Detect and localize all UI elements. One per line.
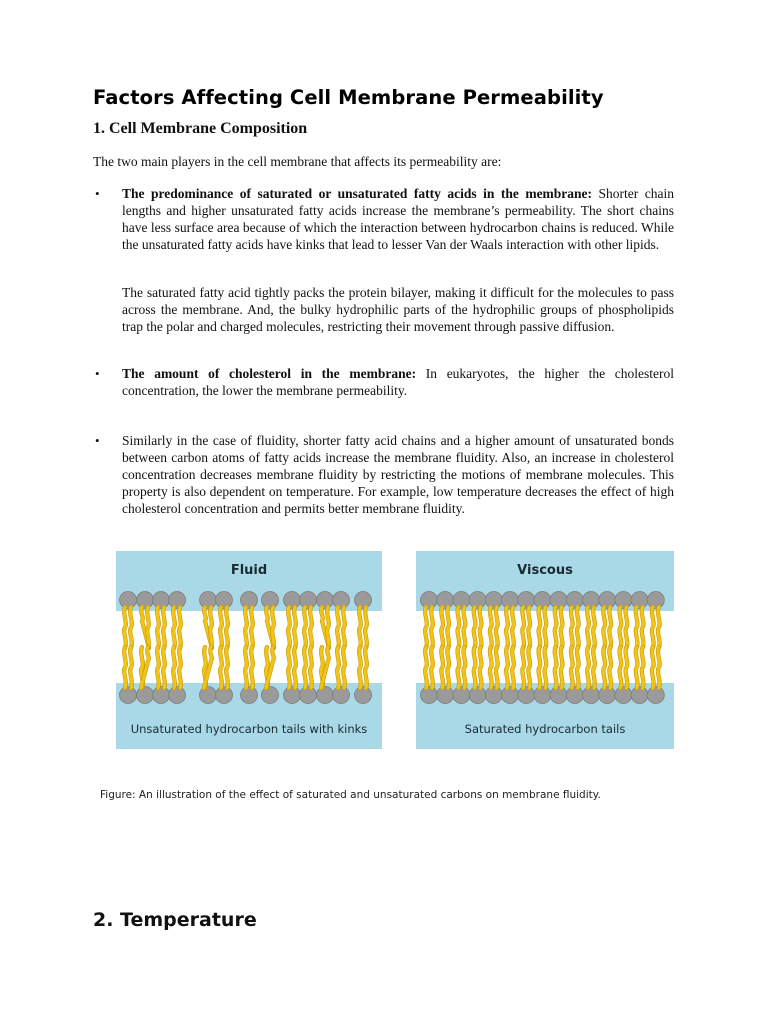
lipid-tail-fill: [561, 607, 563, 648]
fluid-panel-title: Fluid: [230, 563, 268, 578]
lipid-tail-fill: [157, 607, 159, 648]
lipid-tail-fill: [496, 647, 498, 688]
lipid-tail-fill: [490, 607, 492, 648]
bullet-dot: •: [95, 366, 100, 381]
lipid-tail-fill: [636, 647, 638, 688]
phospholipid-head: [169, 687, 186, 704]
lipid-tail-fill: [251, 647, 253, 688]
lipid-tail-fill: [528, 647, 530, 688]
section-2-heading: 2. Temperature: [93, 909, 257, 931]
phospholipid-head: [284, 592, 301, 609]
figure-caption: Figure: An illustration of the effect of saturated and unsaturated carbons on membrane fluidity.: [100, 789, 601, 801]
phospholipid-head: [241, 687, 258, 704]
phospholipid-head: [437, 592, 454, 609]
lipid-tail-fill: [245, 647, 247, 688]
lipid-tail-fill: [226, 607, 228, 648]
lipid-tail-fill: [310, 647, 312, 688]
lipid-tail-fill: [603, 607, 605, 648]
lipid-tail-fill: [173, 607, 175, 648]
lipid-tail-fill: [626, 607, 628, 648]
lipid-tail-fill: [626, 647, 628, 688]
phospholipid-head: [566, 687, 583, 704]
lipid-tail-fill: [365, 607, 367, 648]
viscous-membrane-panel: [416, 551, 674, 749]
lipid-tail-fill: [251, 607, 253, 648]
lipid-tail-fill: [272, 607, 274, 648]
lipid-tail-fill: [447, 647, 449, 688]
fluid-panel-label: Unsaturated hydrocarbon tails with kinks: [130, 722, 368, 736]
lipid-tail-fill: [163, 607, 165, 648]
lipid-tail-fill: [337, 607, 339, 648]
lipid-tail-fill: [480, 607, 482, 648]
lipid-tail-fill: [304, 647, 306, 688]
saturated-fatty-acid-paragraph: The saturated fatty acid tightly packs the protein bilayer, making it difficult for the molecules to pass across the membrane. And, the bulky hydrophilic parts of the hydrophilic groups of phospholipids trap the polar and charged molecules, restricting their movement through passive diffusion.: [122, 285, 674, 334]
lipid-tail-fill: [577, 607, 579, 648]
phospholipid-head: [550, 592, 567, 609]
lipid-tail-fill: [130, 647, 132, 688]
phospholipid-head: [469, 687, 486, 704]
phospholipid-head: [631, 592, 648, 609]
phospholipid-head: [300, 592, 317, 609]
phospholipid-head: [333, 592, 350, 609]
lipid-tail-fill: [359, 607, 361, 648]
viscous-panel-label: Saturated hydrocarbon tails: [464, 722, 626, 736]
lipid-tail-fill: [304, 607, 306, 648]
lipid-tail-fill: [474, 607, 476, 648]
phospholipid-head: [317, 687, 334, 704]
bullet-body: Shorter chain lengths and higher unsaturated fatty acids increase the membrane’s permeability. The short chains have less surface area because of which the interaction between hydrocarbon chains is reduced. While the unsaturated fatty acids have kinks that lead to lesser Van der Waals interaction with other lipids.: [122, 186, 675, 252]
lipid-tail-fill: [571, 647, 573, 688]
phospholipid-head: [216, 592, 233, 609]
page-title: Factors Affecting Cell Membrane Permeability: [93, 86, 604, 109]
phospholipid-head: [453, 687, 470, 704]
phospholipid-head: [518, 687, 535, 704]
lipid-tail-fill: [210, 607, 212, 648]
phospholipid-head: [333, 687, 350, 704]
phospholipid-head: [216, 687, 233, 704]
lipid-tail-fill: [458, 607, 460, 648]
lipid-tail-fill: [480, 647, 482, 688]
phospholipid-head: [550, 687, 567, 704]
lipid-tail-fill: [147, 607, 149, 648]
membrane-fluidity-figure: [116, 551, 674, 751]
lipid-tail-fill: [512, 607, 514, 648]
phospholipid-head: [599, 592, 616, 609]
lipid-tail-fill: [288, 607, 290, 648]
intro-paragraph: The two main players in the cell membrane that affects its permeability are:: [93, 154, 502, 169]
phospholipid-head: [241, 592, 258, 609]
phospholipid-head: [300, 687, 317, 704]
phospholipid-head: [153, 687, 170, 704]
bullet-bold-lead: The amount of cholesterol in the membrane:: [122, 366, 417, 381]
phospholipid-head: [566, 592, 583, 609]
lipid-tail-fill: [288, 647, 290, 688]
lipid-tail-fill: [522, 607, 524, 648]
lipid-tail-fill: [496, 607, 498, 648]
lipid-tail-fill: [431, 607, 433, 648]
phospholipid-head: [421, 687, 438, 704]
lipid-tail-fill: [658, 647, 660, 688]
bullet-text: [122, 366, 674, 400]
phospholipid-head: [120, 592, 137, 609]
lipid-tail-fill: [545, 607, 547, 648]
phospholipid-head: [169, 592, 186, 609]
phospholipid-head: [647, 687, 664, 704]
lipid-tail-fill: [609, 647, 611, 688]
phospholipid-head: [437, 687, 454, 704]
bullet-text: [122, 433, 674, 518]
lipid-tail-fill: [226, 647, 228, 688]
phospholipid-head: [153, 592, 170, 609]
bullet-text: [122, 186, 674, 254]
phospholipid-head: [137, 592, 154, 609]
lipid-tail-fill: [620, 647, 622, 688]
phospholipid-head: [262, 687, 279, 704]
lipid-tail-fill: [555, 607, 557, 648]
lipid-tail-fill: [587, 607, 589, 648]
lipid-tail-fill: [561, 647, 563, 688]
viscous-panel-title: Viscous: [517, 563, 573, 578]
lipid-tail-fill: [425, 607, 427, 648]
lipid-tail-fill: [539, 607, 541, 648]
lipid-tail-fill: [431, 647, 433, 688]
phospholipid-head: [518, 592, 535, 609]
lipid-tail-fill: [220, 647, 222, 688]
lipid-tail-fill: [636, 607, 638, 648]
bullet-body: Similarly in the case of fluidity, shorter fatty acid chains and a higher amount of unsaturated bonds between carbon atoms of fatty acids increase the membrane fluidity. Also, an increase in cholesterol concentration decreases membrane fluidity by restricting the motions of membrane molecules. This property is also dependent on temperature. For example, low temperature decreases the effect of high cholesterol concentration and permits better membrane fluidity.: [122, 433, 674, 516]
lipid-tail-fill: [310, 607, 312, 648]
phospholipid-head: [120, 687, 137, 704]
lipid-tail-fill: [220, 607, 222, 648]
lipid-tail-fill: [642, 647, 644, 688]
lipid-tail-fill: [365, 647, 367, 688]
lipid-tail-fill: [441, 607, 443, 648]
lipid-tail-fill: [577, 647, 579, 688]
lipid-tail-fill: [124, 607, 126, 648]
lipid-tail-fill: [658, 607, 660, 648]
lipid-tail-fill: [620, 607, 622, 648]
lipid-tail-fill: [652, 647, 654, 688]
lipid-tail-fill: [179, 607, 181, 648]
lipid-tail-fill: [522, 647, 524, 688]
bullet-item-fatty-acids: [93, 186, 674, 254]
phospholipid-head: [599, 687, 616, 704]
lipid-tail-fill: [179, 647, 181, 688]
lipid-tail-fill: [359, 647, 361, 688]
lipid-tail-fill: [506, 607, 508, 648]
phospholipid-head: [317, 592, 334, 609]
phospholipid-head: [421, 592, 438, 609]
bullet-dot: •: [95, 186, 100, 201]
lipid-tail-fill: [124, 647, 126, 688]
lipid-tail-fill: [555, 647, 557, 688]
lipid-tail-fill: [294, 647, 296, 688]
phospholipid-head: [615, 687, 632, 704]
lipid-tail-fill: [490, 647, 492, 688]
lipid-tail-fill: [539, 647, 541, 688]
lipid-tail-fill: [506, 647, 508, 688]
lipid-tail-fill: [652, 607, 654, 648]
phospholipid-head: [647, 592, 664, 609]
lipid-tail-fill: [593, 647, 595, 688]
lipid-tail-fill: [425, 647, 427, 688]
bullet-item-fluidity: [93, 433, 674, 518]
phospholipid-head: [355, 592, 372, 609]
phospholipid-head: [502, 687, 519, 704]
phospholipid-head: [453, 592, 470, 609]
lipid-tail-fill: [609, 607, 611, 648]
phospholipid-head: [615, 592, 632, 609]
bullet-dot: •: [95, 433, 100, 448]
bullet-body: In eukaryotes, the higher the cholesterol concentration, the lower the membrane permeability.: [122, 366, 674, 398]
lipid-tail-fill: [327, 607, 329, 648]
fluid-membrane-panel: [116, 551, 382, 749]
phospholipid-head: [355, 687, 372, 704]
bullet-item-cholesterol: [93, 366, 674, 400]
phospholipid-head: [502, 592, 519, 609]
phospholipid-head: [485, 592, 502, 609]
lipid-tail-fill: [458, 647, 460, 688]
lipid-tail-fill: [343, 647, 345, 688]
lipid-tail-fill: [528, 607, 530, 648]
phospholipid-head: [200, 687, 217, 704]
lipid-tail-fill: [571, 607, 573, 648]
phospholipid-head: [137, 687, 154, 704]
bullet-bold-lead: The predominance of saturated or unsaturated fatty acids in the membrane:: [122, 186, 593, 201]
lipid-tail-fill: [163, 647, 165, 688]
lipid-tail-fill: [512, 647, 514, 688]
lipid-tail-fill: [474, 647, 476, 688]
phospholipid-head: [284, 687, 301, 704]
lipid-tail-fill: [441, 647, 443, 688]
lipid-tail-fill: [447, 607, 449, 648]
phospholipid-head: [583, 687, 600, 704]
lipid-tail-fill: [545, 647, 547, 688]
phospholipid-head: [262, 592, 279, 609]
lipid-tail-fill: [294, 607, 296, 648]
phospholipid-head: [534, 592, 551, 609]
lipid-tail-fill: [464, 647, 466, 688]
phospholipid-head: [583, 592, 600, 609]
phospholipid-head: [469, 592, 486, 609]
phospholipid-head: [485, 687, 502, 704]
lipid-tail-fill: [593, 607, 595, 648]
phospholipid-head: [534, 687, 551, 704]
lipid-tail-fill: [464, 607, 466, 648]
lipid-tail-fill: [130, 607, 132, 648]
lipid-tail-fill: [157, 647, 159, 688]
lipid-tail-fill: [245, 607, 247, 648]
lipid-tail-fill: [603, 647, 605, 688]
lipid-tail-fill: [587, 647, 589, 688]
lipid-tail-fill: [642, 607, 644, 648]
section-1-heading: 1. Cell Membrane Composition: [93, 120, 308, 137]
phospholipid-head: [200, 592, 217, 609]
lipid-tail-fill: [337, 647, 339, 688]
lipid-tail-fill: [343, 607, 345, 648]
phospholipid-head: [631, 687, 648, 704]
lipid-tail-fill: [173, 647, 175, 688]
